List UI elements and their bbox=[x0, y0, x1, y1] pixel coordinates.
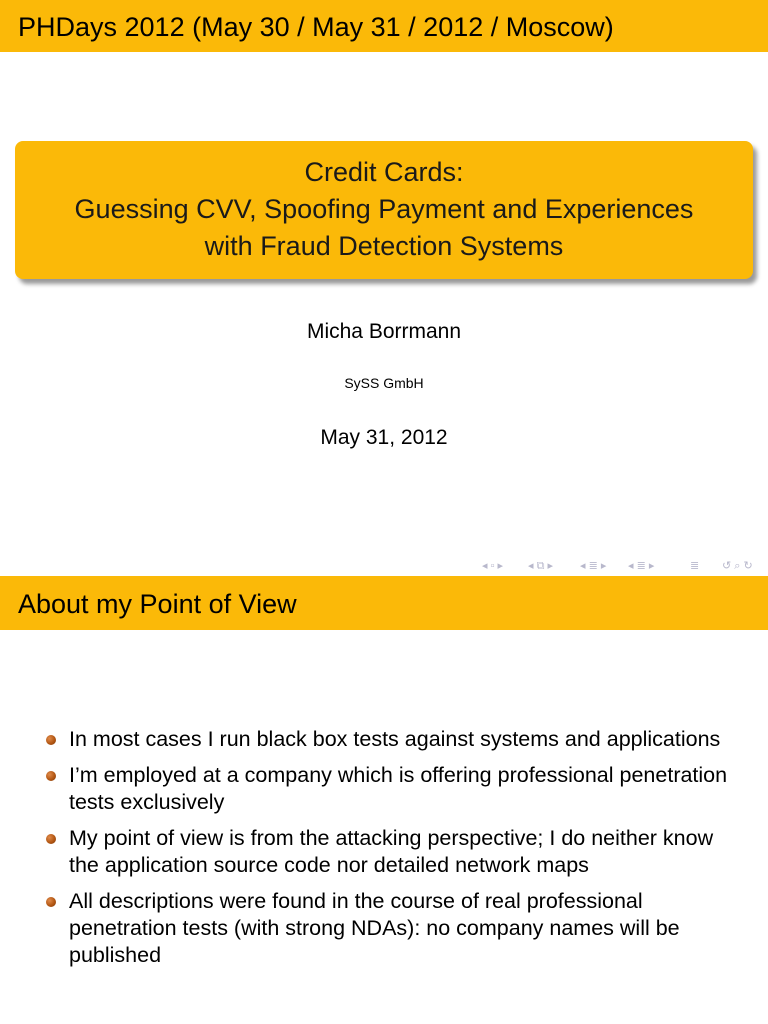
frame-title: About my Point of View bbox=[18, 589, 297, 619]
nav-search-icon[interactable]: ↺ ⌕ ↻ bbox=[722, 560, 753, 572]
conference-header: PHDays 2012 (May 30 / May 31 / 2012 / Moscow) bbox=[18, 12, 614, 42]
nav-first-icon[interactable]: ◂ ▫ ▸ bbox=[482, 560, 504, 572]
header-bar bbox=[0, 0, 768, 52]
bullet-text: In most cases I run black box tests against systems and applications bbox=[69, 727, 721, 751]
title-box bbox=[15, 141, 753, 279]
frame-title-bar bbox=[0, 576, 768, 630]
nav-appendix-icon[interactable]: ≣ bbox=[690, 560, 700, 572]
title-line: Credit Cards: bbox=[304, 157, 464, 187]
author: Micha Borrmann bbox=[306, 320, 462, 343]
list-item bbox=[0, 888, 768, 969]
bullet-icon bbox=[46, 834, 56, 844]
list-item bbox=[0, 726, 768, 753]
bullet-icon bbox=[46, 897, 56, 907]
list-item bbox=[0, 825, 768, 879]
navigation-bar bbox=[476, 558, 766, 574]
content-slide bbox=[0, 576, 768, 1024]
institute: SySS GmbH bbox=[344, 375, 424, 391]
date: May 31, 2012 bbox=[320, 426, 448, 449]
bullet-text: All descriptions were found in the course of real professional penetration tests (with strong NDAs): no company names will be published bbox=[69, 889, 680, 967]
title-line: Guessing CVV, Spoofing Payment and Experiences bbox=[74, 194, 694, 224]
list-item bbox=[0, 762, 768, 816]
nav-section-icon[interactable]: ◂ ≣ ▸ bbox=[628, 560, 655, 572]
bullet-icon bbox=[46, 735, 56, 745]
bullet-text: My point of view is from the attacking perspective; I do neither know the application source code nor detailed network maps bbox=[69, 826, 714, 877]
nav-subsection-icon[interactable]: ◂ ≣ ▸ bbox=[580, 560, 607, 572]
bullet-icon bbox=[46, 771, 56, 781]
title-line: with Fraud Detection Systems bbox=[204, 231, 564, 261]
nav-frame-icon[interactable]: ◂ ⧉ ▸ bbox=[528, 560, 554, 572]
bullet-list bbox=[0, 726, 768, 978]
bullet-text: I’m employed at a company which is offering professional penetration tests exclusively bbox=[69, 763, 728, 814]
